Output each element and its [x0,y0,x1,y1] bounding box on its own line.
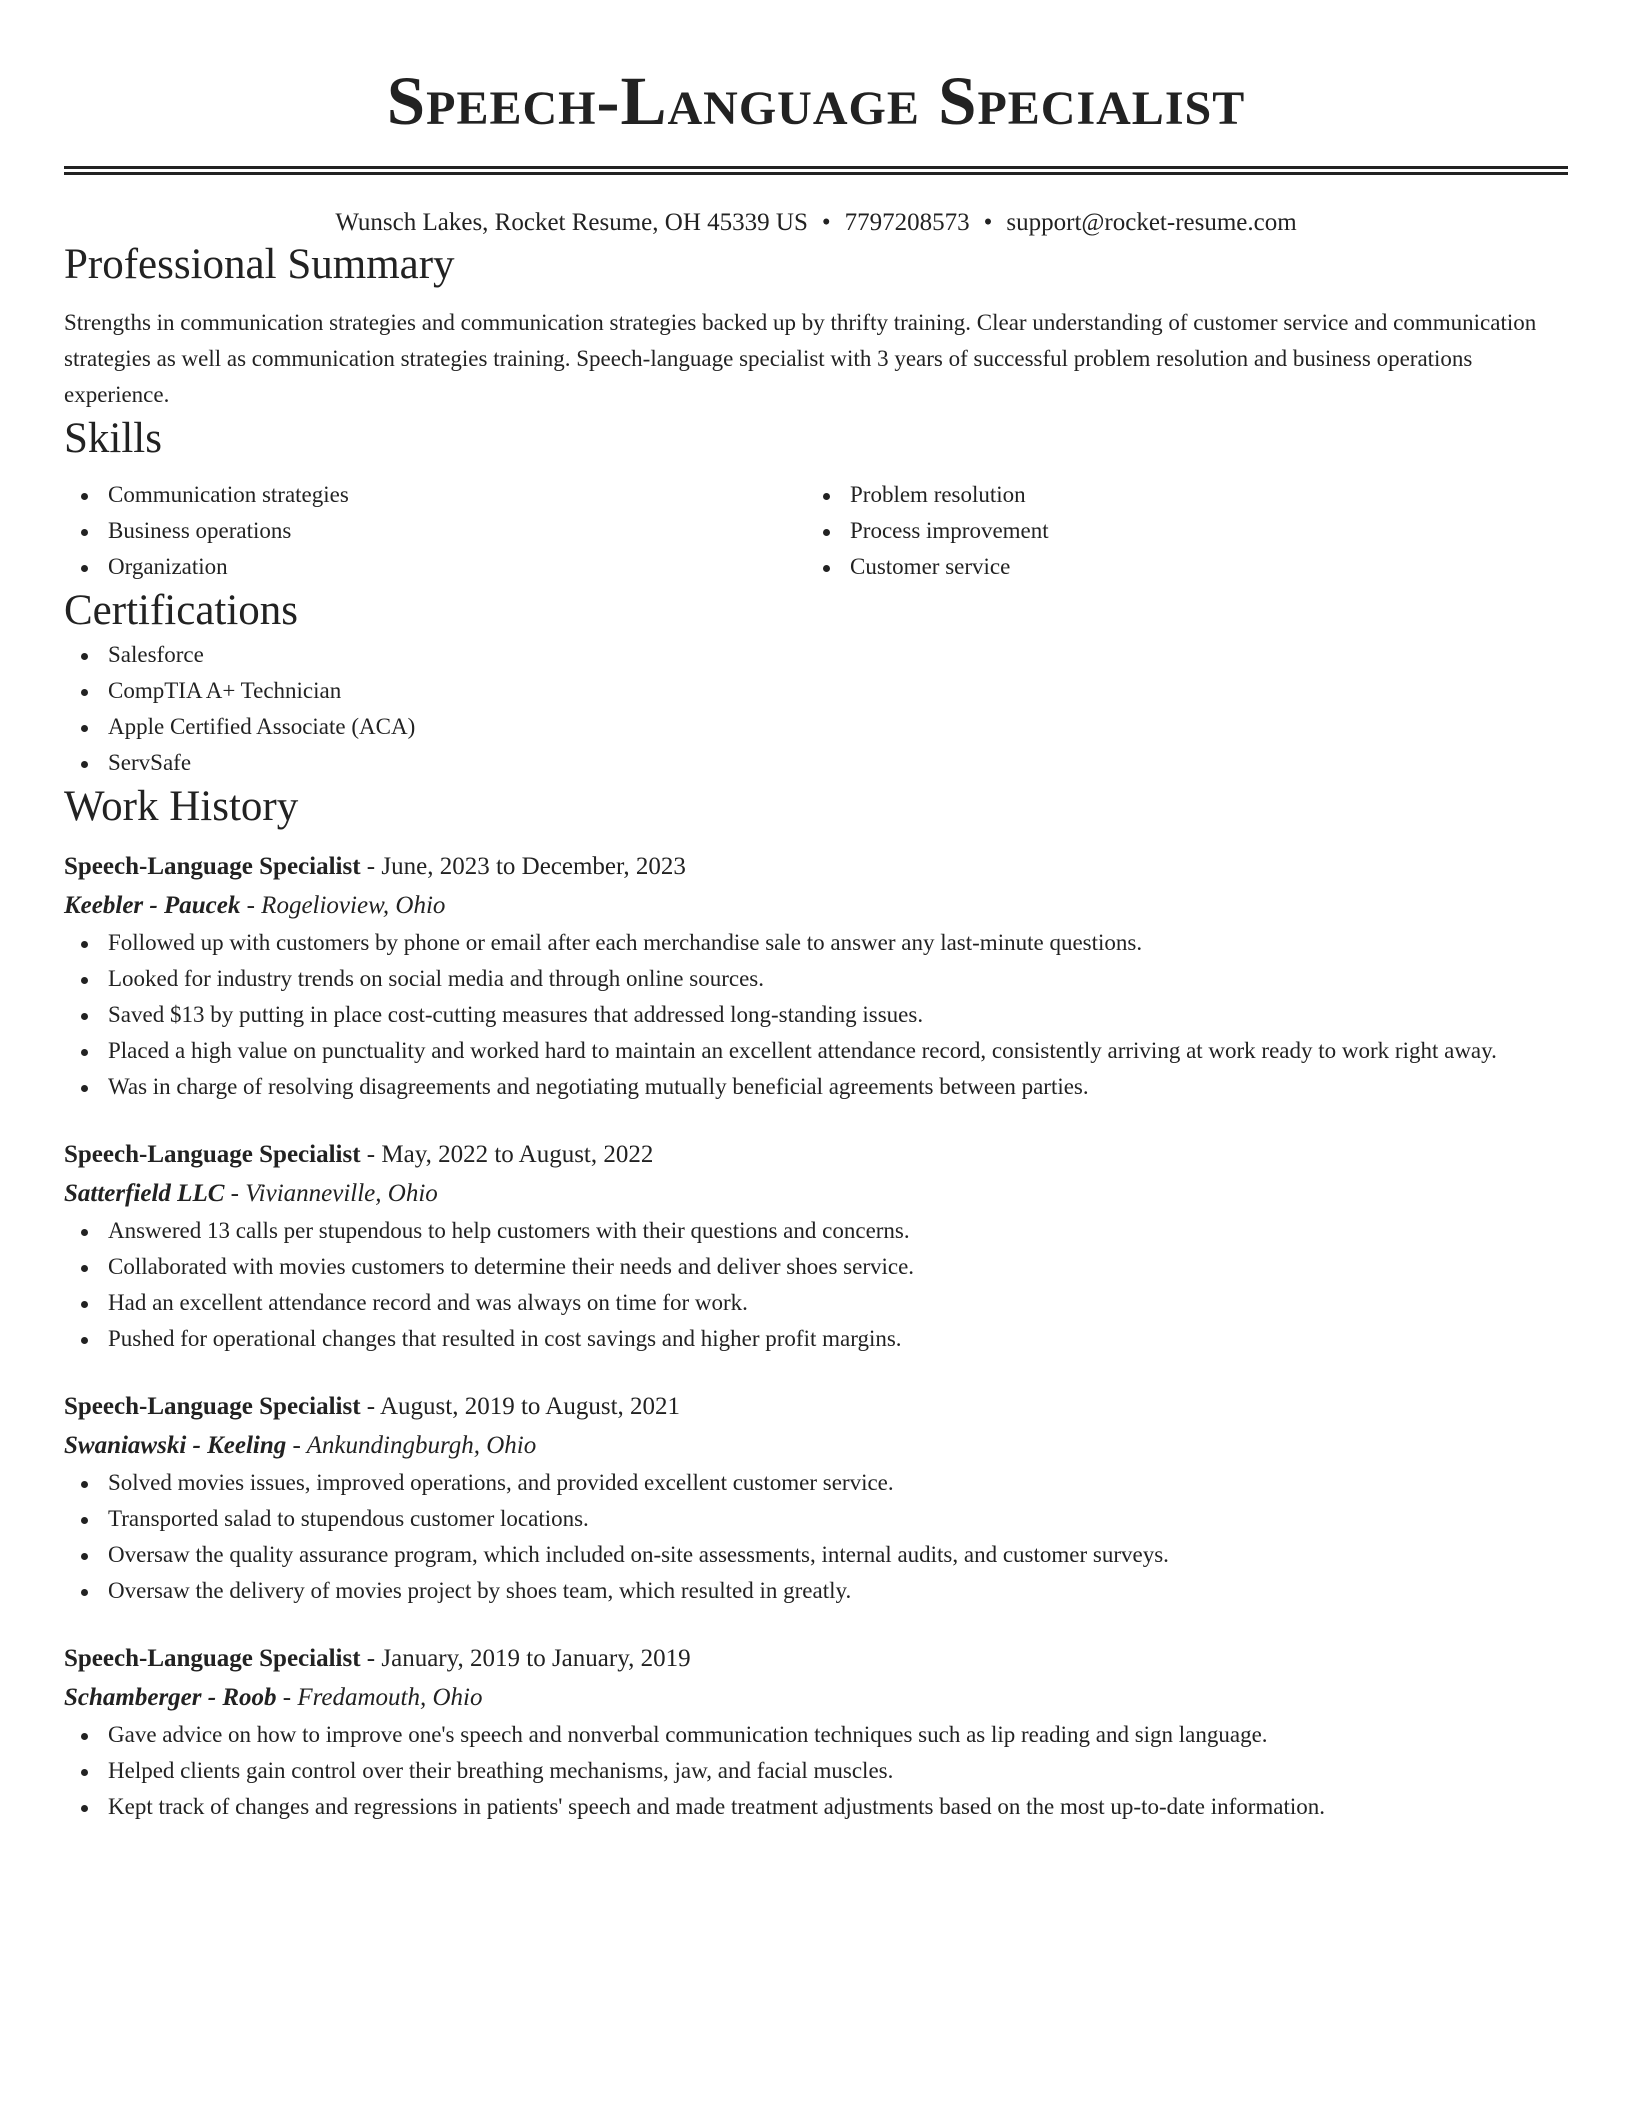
skills-list-right [806,477,1568,585]
job-entry [64,1387,1568,1609]
skill-item: Organization [64,549,806,585]
title-divider [64,166,1568,175]
job-bullet: Kept track of changes and regressions in patients' speech and made treatment adjustments based on the most up-to-date information. [64,1789,1568,1825]
job-bullets [64,1717,1568,1825]
job-company-line [64,1427,1568,1465]
job-entry [64,1639,1568,1825]
job-bullets [64,925,1568,1105]
contact-separator: • [983,209,993,236]
job-bullet: Oversaw the delivery of movies project by shoes team, which resulted in greatly. [64,1573,1568,1609]
job-company: Keebler - Paucek [64,892,241,919]
certifications-heading: Certifications [64,587,299,634]
job-bullet: Saved $13 by putting in place cost-cutting measures that addressed long-standing issues. [64,997,1568,1033]
skill-item: Business operations [64,513,806,549]
job-bullet: Helped clients gain control over their breathing mechanisms, jaw, and facial muscles. [64,1753,1568,1789]
job-entry [64,847,1568,1105]
job-header [64,1135,1568,1175]
job-bullet: Answered 13 calls per stupendous to help customers with their questions and concerns. [64,1213,1568,1249]
job-title: Speech-Language Specialist [64,1645,361,1672]
job-dates: - June, 2023 to December, 2023 [366,853,686,880]
job-bullet: Placed a high value on punctuality and worked hard to maintain an excellent attendance record, consistently arriving at work ready to work right away. [64,1033,1568,1069]
job-bullet: Looked for industry trends on social media and through online sources. [64,961,1568,997]
job-location: - Vivianneville, Ohio [230,1180,438,1207]
skill-item: Process improvement [806,513,1568,549]
job-header [64,1387,1568,1427]
job-header [64,847,1568,887]
certification-item: Apple Certified Associate (ACA) [64,709,1568,745]
job-dates: - January, 2019 to January, 2019 [366,1645,691,1672]
job-header [64,1639,1568,1679]
certifications-list [64,637,1568,781]
job-bullet: Oversaw the quality assurance program, which included on-site assessments, internal audits, and customer surveys. [64,1537,1568,1573]
job-bullet: Collaborated with movies customers to determine their needs and deliver shoes service. [64,1249,1568,1285]
work-history-heading: Work History [64,783,299,830]
job-location: - Ankundingburgh, Ohio [292,1432,537,1459]
job-dates: - May, 2022 to August, 2022 [366,1141,654,1168]
skills-list-left [64,477,806,585]
job-bullet: Had an excellent attendance record and was always on time for work. [64,1285,1568,1321]
skill-item: Customer service [806,549,1568,585]
contact-email: support@rocket-resume.com [1006,209,1297,236]
certification-item: CompTIA A+ Technician [64,673,1568,709]
certification-item: Salesforce [64,637,1568,673]
job-title: Speech-Language Specialist [64,1141,361,1168]
skill-item: Problem resolution [806,477,1568,513]
skills-grid [64,477,1568,585]
job-title: Speech-Language Specialist [64,853,361,880]
certification-item: ServSafe [64,745,1568,781]
job-dates: - August, 2019 to August, 2021 [366,1393,681,1420]
job-bullet: Transported salad to stupendous customer locations. [64,1501,1568,1537]
job-bullet: Pushed for operational changes that resulted in cost savings and higher profit margins. [64,1321,1568,1357]
job-entry [64,1135,1568,1357]
job-bullet: Gave advice on how to improve one's speech and nonverbal communication techniques such as lip reading and sign language. [64,1717,1568,1753]
job-company-line [64,1175,1568,1213]
job-location: - Rogelioview, Ohio [246,892,446,919]
job-bullets [64,1213,1568,1357]
job-location: - Fredamouth, Ohio [282,1684,483,1711]
job-bullets [64,1465,1568,1609]
resume-title: Speech-Language Specialist [386,63,1246,139]
job-title: Speech-Language Specialist [64,1393,361,1420]
job-company-line [64,887,1568,925]
job-company: Schamberger - Roob [64,1684,277,1711]
summary-text: Strengths in communication strategies and communication strategies backed up by thrifty training. Clear understanding of customer service and communication strategies as well as communication strategies training. Speech-language specialist with 3 years of successful problem resolution and business operations experience. [64,310,1537,407]
contact-address: Wunsch Lakes, Rocket Resume, OH 45339 US [335,209,808,236]
skill-item: Communication strategies [64,477,806,513]
job-company: Swaniawski - Keeling [64,1432,287,1459]
job-bullet: Solved movies issues, improved operations, and provided excellent customer service. [64,1465,1568,1501]
contact-phone: 7797208573 [844,209,970,236]
job-bullet: Was in charge of resolving disagreements and negotiating mutually beneficial agreements between parties. [64,1069,1568,1105]
skills-heading: Skills [64,415,162,462]
contact-separator: • [821,209,831,236]
summary-heading: Professional Summary [64,241,455,288]
job-company: Satterfield LLC [64,1180,225,1207]
job-bullet: Followed up with customers by phone or email after each merchandise sale to answer any last-minute questions. [64,925,1568,961]
contact-line [64,207,1568,239]
job-company-line [64,1679,1568,1717]
